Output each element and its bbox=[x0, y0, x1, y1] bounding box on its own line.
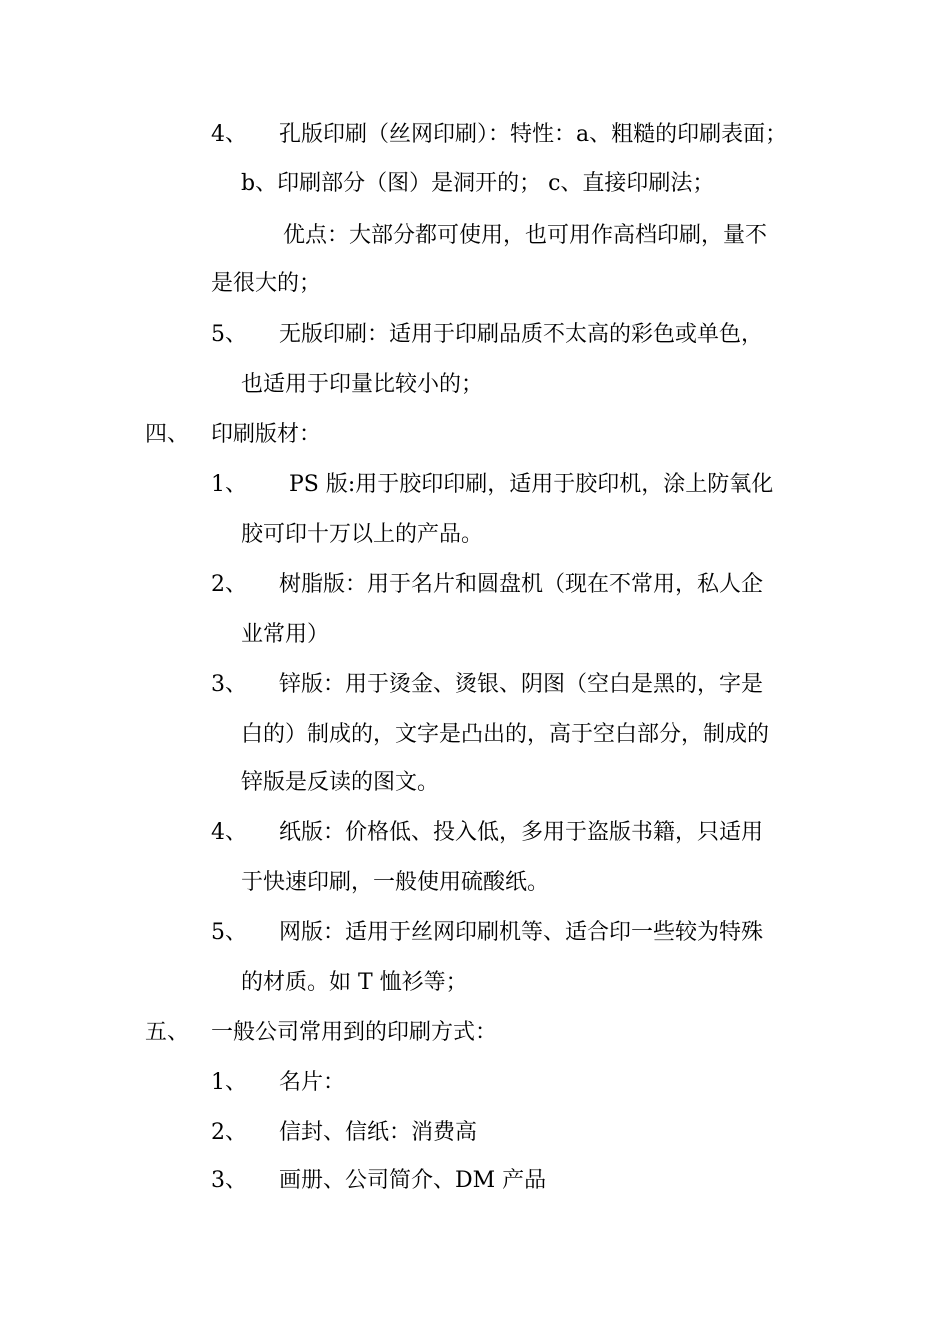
item-text: 无版印刷：适用于印刷品质不太高的彩色或单色， bbox=[279, 322, 764, 347]
item-text: 信封、信纸：消费高 bbox=[279, 1120, 478, 1145]
item-number: 1、 bbox=[211, 472, 247, 497]
item-text: 名片： bbox=[279, 1070, 346, 1095]
section-number: 五、 bbox=[145, 1020, 190, 1045]
item-number: 3、 bbox=[211, 1168, 247, 1193]
item-text: 孔版印刷（丝网印刷）：特性：a、粗糙的印刷表面； bbox=[279, 122, 788, 147]
item-text-continued: 胶可印十万以上的产品。 bbox=[241, 522, 484, 547]
item-text-continued: 白的）制成的，文字是凸出的，高于空白部分，制成的 bbox=[241, 722, 770, 747]
item-number: 2、 bbox=[211, 572, 247, 597]
item-text-continued: 业常用） bbox=[241, 622, 330, 647]
item-text-continued: 优点：大部分都可使用，也可用作高档印刷，量不 bbox=[283, 223, 768, 248]
item-number: 4、 bbox=[211, 122, 247, 147]
section-title: 印刷版材： bbox=[211, 422, 322, 447]
item-text-continued: b、印刷部分（图）是洞开的； c、直接印刷法； bbox=[241, 171, 715, 196]
item-text: 网版：适用于丝网印刷机等、适合印一些较为特殊 bbox=[279, 920, 764, 945]
item-text-continued: 锌版是反读的图文。 bbox=[241, 770, 440, 795]
item-text: 锌版：用于烫金、烫银、阴图（空白是黑的，字是 bbox=[279, 672, 764, 697]
item-text: 纸版：价格低、投入低，多用于盗版书籍，只适用 bbox=[279, 820, 764, 845]
item-text-continued: 也适用于印量比较小的； bbox=[241, 372, 484, 397]
section-title: 一般公司常用到的印刷方式： bbox=[211, 1020, 498, 1045]
item-text: PS 版:用于胶印印刷，适用于胶印机，涂上防氧化 bbox=[289, 472, 774, 497]
item-text: 画册、公司简介、DM 产品 bbox=[279, 1168, 547, 1193]
section-number: 四、 bbox=[145, 422, 190, 447]
item-number: 4、 bbox=[211, 820, 247, 845]
item-text: 树脂版：用于名片和圆盘机（现在不常用，私人企 bbox=[279, 572, 764, 597]
item-number: 3、 bbox=[211, 672, 247, 697]
item-number: 1、 bbox=[211, 1070, 247, 1095]
item-text-continued: 于快速印刷，一般使用硫酸纸。 bbox=[241, 870, 550, 895]
item-number: 5、 bbox=[211, 920, 247, 945]
item-text-continued: 的材质。如 T 恤衫等； bbox=[241, 970, 468, 995]
item-number: 2、 bbox=[211, 1120, 247, 1145]
item-number: 5、 bbox=[211, 322, 247, 347]
item-text-continued: 是很大的； bbox=[211, 271, 322, 296]
